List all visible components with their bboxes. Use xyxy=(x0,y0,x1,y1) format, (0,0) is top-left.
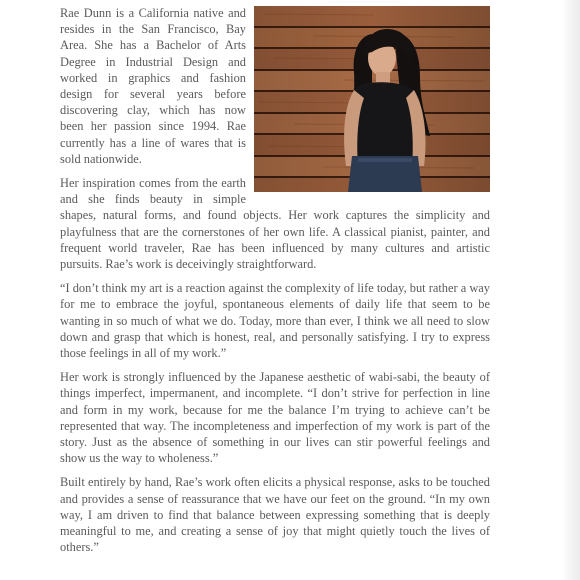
paragraph-bio: Rae Dunn is a California native and resides in the San Francisco, Bay Area. She has a Bachelor of Arts Degree in Industrial Design and worked in graphics and fashion design for several years before discovering clay, which has now been her passion since 1994. Rae currently has a line of wares that is sold nationwide. xyxy=(60,6,246,166)
article-body xyxy=(60,5,490,564)
paragraph-quote-art: “I don’t think my art is a reaction against the complexity of life today, but rather a way for me to embrace the joyful, spontaneous elements of daily life that seem to be wanting in so much of what we do. Today, more than ever, I think we all need to slow down and grasp that which is honest, real, and personally satisfying. I try to express those feelings in all of my work.” xyxy=(60,281,490,361)
page-edge-shadow xyxy=(562,0,580,580)
paragraph-handbuilt: Built entirely by hand, Rae’s work often elicits a physical response, asks to be touched and provides a sense of reassurance that we have our feet on the ground. “In my own way, I am driven to find that balance between expressing something that is deeply meaningful to me, and creating a sense of joy that might quietly touch the lives of others.” xyxy=(60,475,490,555)
portrait-photo-graphic xyxy=(254,6,490,192)
paragraph-inspiration: Her inspiration comes from the earth and she finds beauty in simple shapes, natural forms, and found objects. Her work captures the simplicity and playfulness that are the cornerstones of her own life. A classical pianist, painter, and frequent world traveler, Rae has been influenced by many cultures and artistic pursuits. Rae’s work is deceivingly straightforward. xyxy=(60,176,490,272)
paragraph-wabi-sabi: Her work is strongly influenced by the Japanese aesthetic of wabi-sabi, the beauty of things imperfect, impermanent, and incomplete. “I don’t strive for perfection in line and form in my work, because for me the balance I’m trying to achieve can’t be represented that way. The incompleteness and imperfection of my work is part of the story. Just as the absence of something in our lives can stir powerful feelings and show us the way to wholeness.” xyxy=(60,370,490,466)
portrait-photo xyxy=(254,6,490,192)
